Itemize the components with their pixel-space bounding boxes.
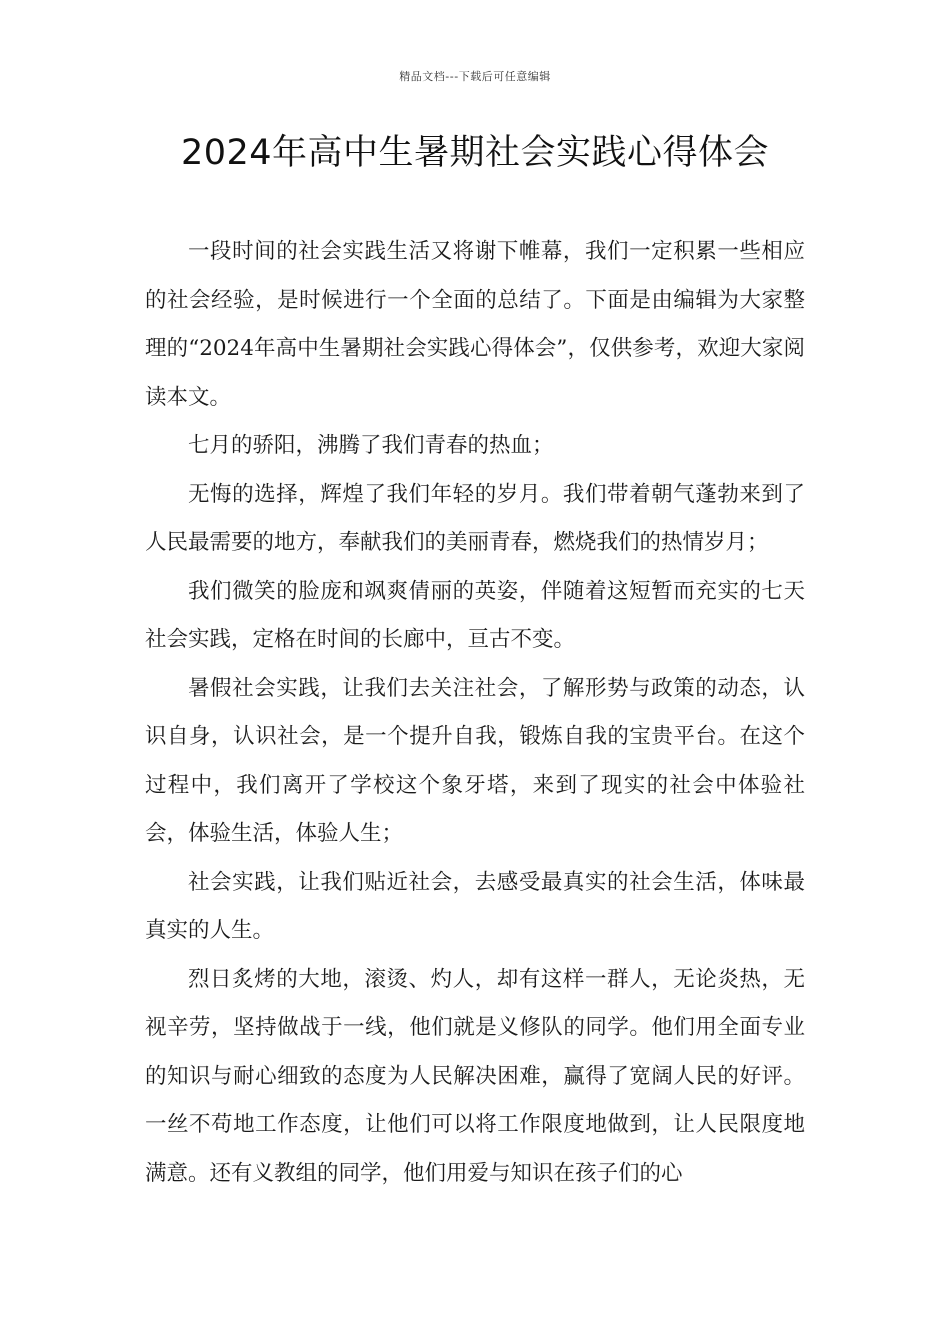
document-body bbox=[145, 228, 805, 1198]
paragraph: 社会实践，让我们贴近社会，去感受最真实的社会生活，体味最真实的人生。 bbox=[145, 869, 805, 943]
paragraph: 我们微笑的脸庞和飒爽倩丽的英姿，伴随着这短暂而充实的七天社会实践，定格在时间的长廊中，亘古不变。 bbox=[145, 578, 805, 652]
paragraph: 一段时间的社会实践生活又将谢下帷幕，我们一定积累一些相应的社会经验，是时候进行一个全面的总结了。下面是由编辑为大家整理的“2024年高中生暑期社会实践心得体会”，仅供参考，欢迎大家阅读本文。 bbox=[145, 239, 805, 410]
page-header: 精品文档---下载后可任意编辑 bbox=[399, 70, 551, 83]
paragraph: 烈日炙烤的大地，滚烫、灼人，却有这样一群人，无论炎热，无视辛劳，坚持做战于一线，他们就是义修队的同学。他们用全面专业的知识与耐心细致的态度为人民解决困难，赢得了宽阔人民的好评。一丝不苟地工作态度，让他们可以将工作限度地做到，让人民限度地满意。还有义教组的同学，他们用爱与知识在孩子们的心 bbox=[145, 966, 805, 1186]
paragraph: 七月的骄阳，沸腾了我们青春的热血； bbox=[188, 433, 554, 458]
paragraph: 无悔的选择，辉煌了我们年轻的岁月。我们带着朝气蓬勃来到了人民最需要的地方，奉献我们的美丽青春，燃烧我们的热情岁月； bbox=[145, 481, 805, 555]
document-title: 2024年高中生暑期社会实践心得体会 bbox=[180, 133, 770, 173]
paragraph: 暑假社会实践，让我们去关注社会，了解形势与政策的动态，认识自身，认识社会，是一个提升自我，锻炼自我的宝贵平台。在这个过程中，我们离开了学校这个象牙塔，来到了现实的社会中体验社会，体验生活，体验人生； bbox=[145, 675, 805, 846]
